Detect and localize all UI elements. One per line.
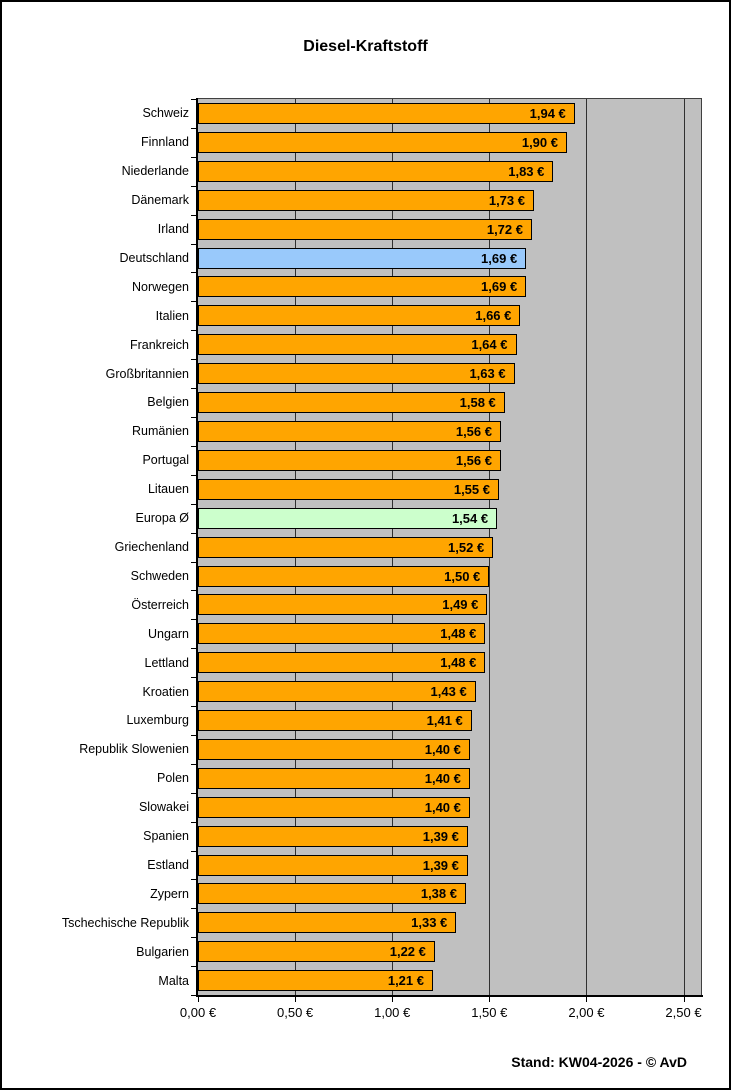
- footer-stand-text: Stand: KW04-2026 - © AvD: [511, 1054, 687, 1070]
- category-label: Luxemburg: [126, 713, 189, 728]
- bar: [198, 392, 505, 413]
- bar-value-label: 1,40 €: [424, 770, 461, 786]
- x-axis-line: [196, 995, 703, 997]
- bar: [198, 103, 575, 124]
- bar: [198, 710, 472, 731]
- y-tick: [191, 388, 196, 389]
- bar: [198, 883, 466, 904]
- bar-value-label: 1,48 €: [440, 626, 477, 642]
- y-tick: [191, 359, 196, 360]
- category-label: Finnland: [141, 135, 189, 150]
- bar: [198, 566, 489, 587]
- y-tick: [191, 648, 196, 649]
- category-label: Lettland: [144, 655, 189, 670]
- bar-value-label: 1,63 €: [469, 366, 506, 382]
- bar-value-label: 1,56 €: [455, 452, 492, 468]
- y-tick: [191, 215, 196, 216]
- gridline: [586, 99, 587, 995]
- category-label: Großbritannien: [105, 366, 189, 381]
- category-label: Norwegen: [132, 279, 189, 294]
- y-tick: [191, 879, 196, 880]
- bar: [198, 970, 433, 991]
- bar: [198, 797, 470, 818]
- y-tick: [191, 186, 196, 187]
- x-tick-label: 2,00 €: [568, 1005, 605, 1020]
- bar: [198, 421, 501, 442]
- bar-value-label: 1,40 €: [424, 799, 461, 815]
- bar-value-label: 1,94 €: [529, 106, 566, 121]
- bar: [198, 219, 532, 240]
- category-label: Bulgarien: [136, 944, 189, 959]
- y-tick: [191, 272, 196, 273]
- y-tick: [191, 822, 196, 823]
- y-tick: [191, 157, 196, 158]
- category-label: Deutschland: [119, 250, 189, 265]
- x-tick-label: 2,50 €: [665, 1005, 702, 1020]
- bar-value-label: 1,83 €: [508, 163, 545, 179]
- x-tick: [684, 997, 685, 1002]
- x-tick: [295, 997, 296, 1002]
- y-tick: [191, 764, 196, 765]
- category-label: Republik Slowenien: [79, 742, 189, 757]
- y-tick: [191, 301, 196, 302]
- y-tick: [191, 619, 196, 620]
- bar: [198, 681, 476, 702]
- category-label: Europa Ø: [135, 511, 189, 526]
- bar-value-label: 1,52 €: [448, 539, 485, 555]
- category-label: Italien: [155, 308, 189, 323]
- bar: [198, 190, 534, 211]
- bar-value-label: 1,69 €: [481, 250, 518, 266]
- bar-value-label: 1,38 €: [420, 886, 457, 902]
- bar-value-label: 1,64 €: [471, 337, 508, 353]
- bar: [198, 276, 526, 297]
- category-label: Polen: [157, 771, 189, 786]
- plot-area: [198, 99, 701, 995]
- category-label: Dänemark: [131, 193, 189, 208]
- gridline: [684, 99, 685, 995]
- bar: [198, 941, 435, 962]
- bar: [198, 912, 456, 933]
- bar-value-label: 1,56 €: [455, 423, 492, 439]
- bar-value-label: 1,69 €: [481, 279, 518, 295]
- x-tick-label: 0,50 €: [277, 1005, 314, 1020]
- bar-value-label: 1,21 €: [387, 973, 424, 989]
- y-tick: [191, 475, 196, 476]
- category-label: Belgien: [147, 395, 189, 410]
- bar: [198, 132, 567, 153]
- category-label: Zypern: [150, 886, 189, 901]
- bar-value-label: 1,55 €: [453, 481, 490, 497]
- bar-value-label: 1,40 €: [424, 741, 461, 757]
- category-label: Malta: [158, 973, 189, 988]
- category-label: Österreich: [131, 597, 189, 612]
- bar: [198, 450, 501, 471]
- bar-value-label: 1,48 €: [440, 655, 477, 671]
- category-label: Frankreich: [129, 337, 189, 352]
- plot-border-right: [701, 99, 702, 995]
- category-label: Griechenland: [114, 539, 189, 554]
- bar: [198, 537, 493, 558]
- bar-value-label: 1,72 €: [486, 221, 523, 237]
- x-tick: [586, 997, 587, 1002]
- bar-value-label: 1,39 €: [422, 828, 459, 844]
- bar: [198, 594, 487, 615]
- bar-value-label: 1,66 €: [475, 308, 512, 324]
- bar: [198, 161, 553, 182]
- bar-value-label: 1,22 €: [389, 944, 426, 960]
- bar-value-label: 1,43 €: [430, 684, 467, 700]
- category-label: Schweiz: [142, 106, 189, 121]
- chart-title: Diesel-Kraftstoff: [303, 38, 428, 55]
- category-label: Kroatien: [142, 684, 189, 699]
- bar-value-label: 1,39 €: [422, 857, 459, 873]
- bar: [198, 508, 497, 529]
- y-tick: [191, 330, 196, 331]
- y-tick: [191, 562, 196, 563]
- y-tick: [191, 417, 196, 418]
- category-label: Niederlande: [121, 164, 189, 179]
- bar: [198, 652, 485, 673]
- y-tick: [191, 244, 196, 245]
- y-tick: [191, 851, 196, 852]
- category-label: Rumänien: [132, 424, 189, 439]
- bar: [198, 768, 470, 789]
- bar-value-label: 1,49 €: [442, 597, 479, 613]
- category-label: Tschechische Republik: [61, 915, 189, 930]
- y-tick: [191, 793, 196, 794]
- y-tick: [191, 99, 196, 100]
- bar-value-label: 1,41 €: [426, 713, 463, 728]
- category-label: Portugal: [142, 453, 189, 468]
- x-tick: [392, 997, 393, 1002]
- category-label: Litauen: [147, 482, 189, 497]
- plot-border-top: [197, 98, 702, 99]
- x-tick-label: 1,50 €: [471, 1005, 508, 1020]
- category-label: Slowakei: [138, 800, 189, 815]
- bar: [198, 479, 499, 500]
- x-tick: [198, 997, 199, 1002]
- bar: [198, 363, 515, 384]
- y-tick: [191, 966, 196, 967]
- category-label: Spanien: [143, 829, 189, 844]
- y-tick: [191, 128, 196, 129]
- bar: [198, 334, 517, 355]
- y-tick: [191, 908, 196, 909]
- bar: [198, 623, 485, 644]
- category-label: Ungarn: [148, 626, 189, 641]
- y-tick: [191, 677, 196, 678]
- x-tick: [489, 997, 490, 1002]
- y-tick: [191, 446, 196, 447]
- y-tick: [191, 504, 196, 505]
- bar-value-label: 1,50 €: [444, 568, 481, 584]
- category-label: Irland: [157, 222, 189, 237]
- bar-value-label: 1,73 €: [488, 192, 525, 208]
- x-tick-label: 1,00 €: [374, 1005, 411, 1020]
- y-tick: [191, 533, 196, 534]
- bar: [198, 305, 520, 326]
- category-label: Schweden: [130, 568, 189, 583]
- y-tick: [191, 937, 196, 938]
- bar-value-label: 1,54 €: [451, 510, 489, 526]
- y-tick: [191, 590, 196, 591]
- bar-value-label: 1,58 €: [459, 395, 496, 410]
- category-label: Estland: [147, 857, 189, 872]
- bar: [198, 826, 468, 847]
- y-tick: [191, 995, 196, 996]
- bar: [198, 739, 470, 760]
- y-tick: [191, 735, 196, 736]
- bar: [198, 248, 526, 269]
- x-tick-label: 0,00 €: [179, 1005, 217, 1020]
- bar-value-label: 1,33 €: [411, 915, 448, 931]
- y-tick: [191, 706, 196, 707]
- bar-value-label: 1,90 €: [521, 134, 558, 150]
- bar: [198, 855, 468, 876]
